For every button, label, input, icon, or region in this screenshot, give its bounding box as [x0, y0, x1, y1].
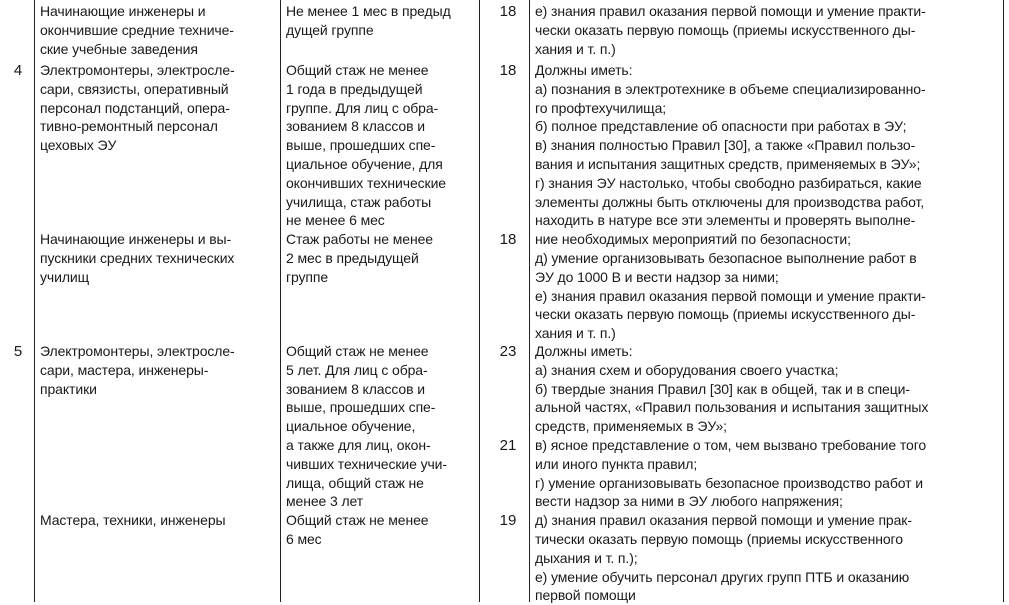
requirements-cell [535, 61, 926, 343]
table-rule [1003, 0, 1004, 602]
text-line: менее 3 лет [286, 493, 364, 510]
text-line: вести надзор за ними в ЭУ любого напряжения; [535, 493, 843, 510]
text-line: 1 года в предыдущей [286, 80, 423, 97]
text-line: группе [286, 268, 329, 285]
group-number: 4 [13, 62, 23, 79]
text-line: элементы должны быть отключены для производства работ, [535, 193, 925, 210]
text-line: г) знания ЭУ настолько, чтобы свободно разбираться, какие [535, 174, 922, 191]
text-line: хания и т. п.) [535, 40, 616, 57]
hours-cell: 18 [499, 62, 517, 79]
text-line: ЭУ до 1000 В и вести надзор за ними; [535, 268, 779, 285]
text-line: Начинающие инженеры и [40, 3, 206, 19]
text-line: средств, применяемых в ЭУ»; [535, 418, 727, 435]
category-cell [40, 511, 225, 530]
text-line: сари, мастера, инженеры- [40, 361, 209, 378]
text-line: 5 лет. Для лиц с обра- [286, 361, 428, 378]
text-line: Должны иметь: [535, 62, 633, 78]
group-number: 5 [13, 343, 23, 360]
hours-cell: 18 [499, 3, 517, 20]
text-line: Электромонтеры, электросле- [40, 62, 235, 78]
text-line: зованием 8 классов и [286, 380, 425, 397]
text-line: училища, стаж работы [286, 193, 432, 210]
text-line: чески оказать первую помощь (приемы искусственного ды- [535, 21, 916, 38]
text-line: вания и испытания защитных средств, применяемых в ЭУ»; [535, 155, 921, 172]
text-line: тивно-ремонтный персонал [40, 118, 218, 135]
text-line: 2 мес в предыдущей [286, 249, 419, 266]
text-line: тически оказать первую помощь (приемы искусственного [535, 530, 903, 547]
text-line: выше, прошедших спе- [286, 399, 436, 416]
table-rule [479, 0, 480, 602]
text-line: циальное обучение, для [286, 155, 443, 172]
text-line: или иного пункта правил; [535, 455, 698, 472]
text-line: альной частях, «Правил пользования и испытания защитных [535, 399, 929, 416]
text-line: выше, прошедших спе- [286, 137, 436, 154]
text-line: Начинающие инженеры и вы- [40, 231, 232, 247]
text-line: первой помощи [535, 587, 636, 604]
category-cell [40, 342, 235, 398]
text-line: Не менее 1 мес в предыд [286, 3, 451, 19]
requirements-cell [535, 2, 926, 58]
text-line: г) умение организовывать безопасное производство работ и [535, 474, 923, 491]
text-line: окончившие средние техниче- [40, 21, 234, 38]
hours-cell: 23 [499, 343, 517, 360]
table-rule [529, 0, 530, 602]
text-line: в) ясное представление о том, чем вызвано требование того [535, 436, 927, 453]
text-line: группе. Для лиц с обра- [286, 99, 439, 116]
experience-cell [286, 61, 446, 230]
experience-cell [286, 511, 428, 549]
text-line: б) полное представление об опасности при работах в ЭУ; [535, 118, 907, 135]
experience-cell [286, 230, 433, 286]
text-line: а) познания в электротехнике в объеме специализированно- [535, 80, 926, 97]
text-line: лища, общий стаж не [286, 474, 424, 491]
text-line: Должны иметь: [535, 343, 633, 359]
category-cell [40, 2, 234, 58]
text-line: чески оказать первую помощь (приемы искусственного ды- [535, 306, 916, 323]
hours-cell: 21 [499, 437, 517, 454]
text-line: д) знания правил оказания первой помощи и умение прак- [535, 512, 912, 529]
text-line: Общий стаж не менее [286, 343, 429, 359]
text-line: б) твердые знания Правил [30] как в общей, так и в специ- [535, 380, 910, 397]
text-line: находить в натуре все эти элементы и проверять выполне- [535, 212, 916, 229]
text-line: сари, связисты, оперативный [40, 80, 229, 97]
text-line: пускники средних технических [40, 249, 235, 266]
text-line: персонал подстанций, опера- [40, 99, 230, 116]
text-line: д) умение организовывать безопасное выполнение работ в [535, 249, 917, 266]
hours-cell: 19 [499, 512, 517, 529]
text-line: Электромонтеры, электросле- [40, 343, 235, 359]
requirements-cell [535, 342, 928, 605]
text-line: го профтехучилища; [535, 99, 667, 116]
experience-cell [286, 342, 447, 511]
text-line: Мастера, техники, инженеры [40, 512, 226, 528]
hours-cell: 18 [499, 231, 517, 248]
text-line: е) знания правил оказания первой помощи и умение практи- [535, 287, 926, 304]
text-line: зованием 8 классов и [286, 118, 425, 135]
text-line: дущей группе [286, 21, 374, 38]
text-line: е) знания правил оказания первой помощи и умение практи- [535, 3, 926, 19]
table-rule [34, 0, 35, 602]
text-line: окончивших технические [286, 174, 446, 191]
text-line: ские учебные заведения [40, 40, 198, 57]
text-line: не менее 6 мес [286, 212, 385, 229]
table-rule [280, 0, 281, 602]
text-line: хания и т. п.) [535, 325, 616, 342]
category-cell [40, 230, 234, 286]
text-line: Стаж работы не менее [286, 231, 433, 247]
text-line: цеховых ЭУ [40, 137, 117, 154]
text-line: ние необходимых мероприятий по безопасности; [535, 231, 851, 248]
text-line: е) умение обучить персонал других групп ПТБ и оказанию [535, 568, 910, 585]
text-line: Общий стаж не менее [286, 512, 429, 528]
text-line: а) знания схем и оборудования своего участка; [535, 361, 839, 378]
text-line: а также для лиц, окон- [286, 436, 431, 453]
text-line: чивших технические учи- [286, 455, 447, 472]
text-line: дыхания и т. п.); [535, 549, 638, 566]
text-line: в) знания полностью Правил [30], а также «Правил пользо- [535, 137, 916, 154]
experience-cell [286, 2, 451, 40]
text-line: практики [40, 380, 97, 397]
text-line: циальное обучение, [286, 418, 416, 435]
text-line: Общий стаж не менее [286, 62, 429, 78]
text-line: училищ [40, 268, 90, 285]
category-cell [40, 61, 235, 155]
text-line: 6 мес [286, 530, 322, 547]
